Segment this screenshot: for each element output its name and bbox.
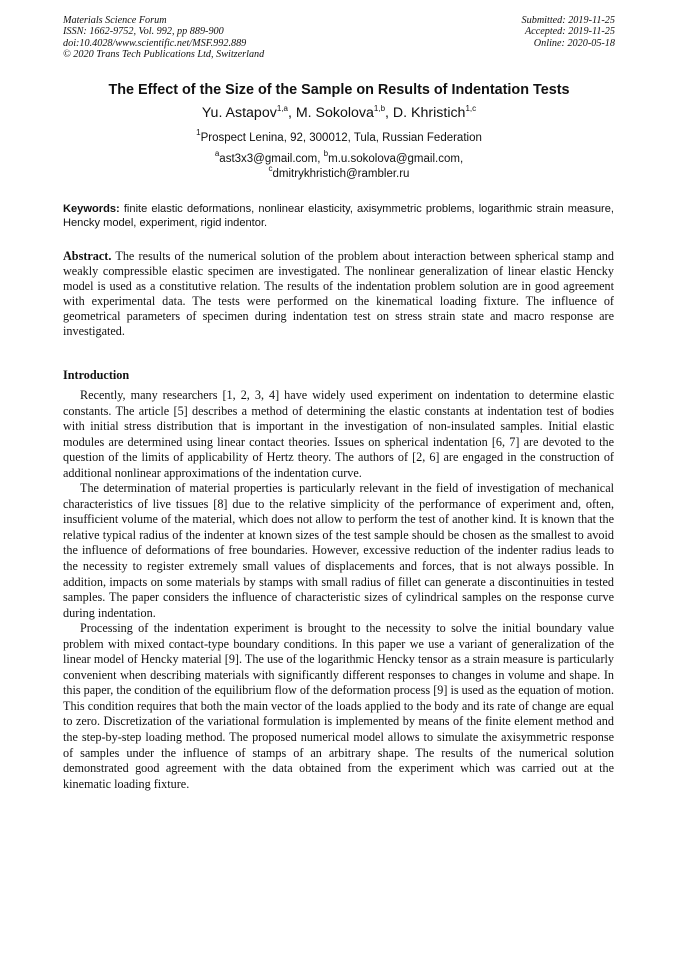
author-name: D. Khristich: [392, 105, 466, 121]
journal-issn: ISSN: 1662-9752, Vol. 992, pp 889-900: [63, 26, 224, 38]
keywords-text: finite elastic deformations, nonlinear elasticity, axisymmetric problems, logarithmic strain measure, Hencky model, experiment, rigid indentor.: [63, 203, 614, 230]
introduction-body: [63, 388, 614, 792]
keywords-block: [63, 202, 614, 231]
paper-title: The Effect of the Size of the Sample on Results of Indentation Tests: [108, 82, 570, 98]
body-paragraph: Processing of the indentation experiment is brought to the necessity to solve the initial boundary value problem with mixed contact-type boundary conditions. In this paper we use a variant of generalization of the linear model of Hencky material [9]. The use of the logarithmic Hencky tensor as a strain measure is particularly convenient when describing materials with significantly different responses to changes in volume and shape. In this paper, the condition of the equilibrium flow of the deformation process [9] is used as the equation of motion. This condition requires that both the main vector of the loads applied to the body and its rate of change are equal to zero. Discretization of the variational formulation is implemented by means of the finite element method and the step-by-step loading method. The proposed numerical model allows to simulate the axisymmetric response of samples under the influence of stamps of an arbitrary shape. The results of the numerical solution demonstrated good agreement with the data obtained from the experiment which was carried out at the kinematic loading fixture.: [63, 621, 614, 791]
author-name: Yu. Astapov: [201, 105, 277, 121]
author-affiliation-mark: 1,a: [276, 104, 288, 113]
email-link[interactable]: dmitrykhristich@rambler.ru: [272, 167, 410, 180]
author-affiliation-mark: 1,b: [373, 104, 386, 113]
email-link[interactable]: m.u.sokolova@gmail.com,: [328, 153, 464, 165]
body-paragraph: The determination of material properties is particularly relevant in the field of investigation of mechanical characteristics of live tissues [8] due to the relative simplicity of the performance of experiment and, often, insufficient volume of the material, which does not allow to perform the test of another kind. It is known that the relative typical radius of the indenter at known sizes of the test sample should be chosen as the smallest to avoid the influence of deformations of free boundaries. However, excessive reduction of the indenter radius leads to the necessity to register extremely small values of displacements and forces, that is not always possible. In addition, impacts on some materials by stamps with small radius of fillet can generate a discontinuities in tested samples. The paper considers the influence of characteristic sizes of cylindrical samples on the response curve during indentation.: [63, 481, 614, 620]
author-separator: ,: [385, 105, 393, 121]
accepted-date: Accepted: 2019-11-25: [524, 26, 615, 38]
abstract-label: Abstract.: [63, 249, 112, 263]
online-date: Online: 2020-05-18: [533, 37, 615, 49]
email-mark: b: [323, 149, 329, 158]
author-list: [40, 104, 638, 122]
journal-doi: doi:10.4028/www.scientific.net/MSF.992.889: [63, 37, 247, 49]
email-link[interactable]: ast3x3@gmail.com,: [219, 153, 324, 165]
email-mark: c: [268, 163, 273, 173]
affiliation-address: Prospect Lenina, 92, 300012, Tula, Russian Federation: [200, 132, 482, 144]
section-heading-introduction: Introduction: [63, 368, 130, 382]
affiliation-mark: 1: [196, 128, 201, 137]
submitted-date: Submitted: 2019-11-25: [521, 15, 615, 26]
affiliation: [40, 128, 638, 145]
submission-dates: [522, 15, 615, 49]
journal-copyright: © 2020 Trans Tech Publications Ltd, Switzerland: [63, 49, 265, 61]
abstract-text: The results of the numerical solution of the problem about interaction between spherical stamp and weakly compressible elastic specimen are investigated. The nonlinear generalization of linear elastic Hencky model is used as a constitutive relation. The results of the indentation problem solution are in good agreement with experimental data. The tests were performed on the kinematical loading fixture. The influence of geometrical parameters of specimen during indentation test on stress strain state and macro response are investigated.: [63, 249, 614, 338]
email-mark: a: [214, 149, 220, 158]
body-paragraph: Recently, many researchers [1, 2, 3, 4] have widely used experiment on indentation to determine elastic constants. The article [5] describes a method of determining the elastic constants at indentation test of bodies with initial stress distribution that is important in the investigation of non-insulated samples. Initial elastic modules are determined using linear contact theories. Issues on spherical indentation [6, 7] are devoted to the question of the limits of applicability of Hertz theory. The authors of [2, 6] are engaged in the construction of additional nonlinear approximations of the indentation curve.: [63, 388, 614, 480]
journal-info: [63, 15, 264, 61]
author-affiliation-mark: 1,c: [465, 104, 477, 113]
author-separator: ,: [287, 105, 296, 121]
journal-name: Materials Science Forum: [63, 15, 167, 26]
author-name: M. Sokolova: [295, 105, 374, 121]
author-emails: [40, 149, 638, 181]
keywords-label: Keywords:: [63, 203, 120, 215]
abstract-block: [63, 249, 614, 338]
